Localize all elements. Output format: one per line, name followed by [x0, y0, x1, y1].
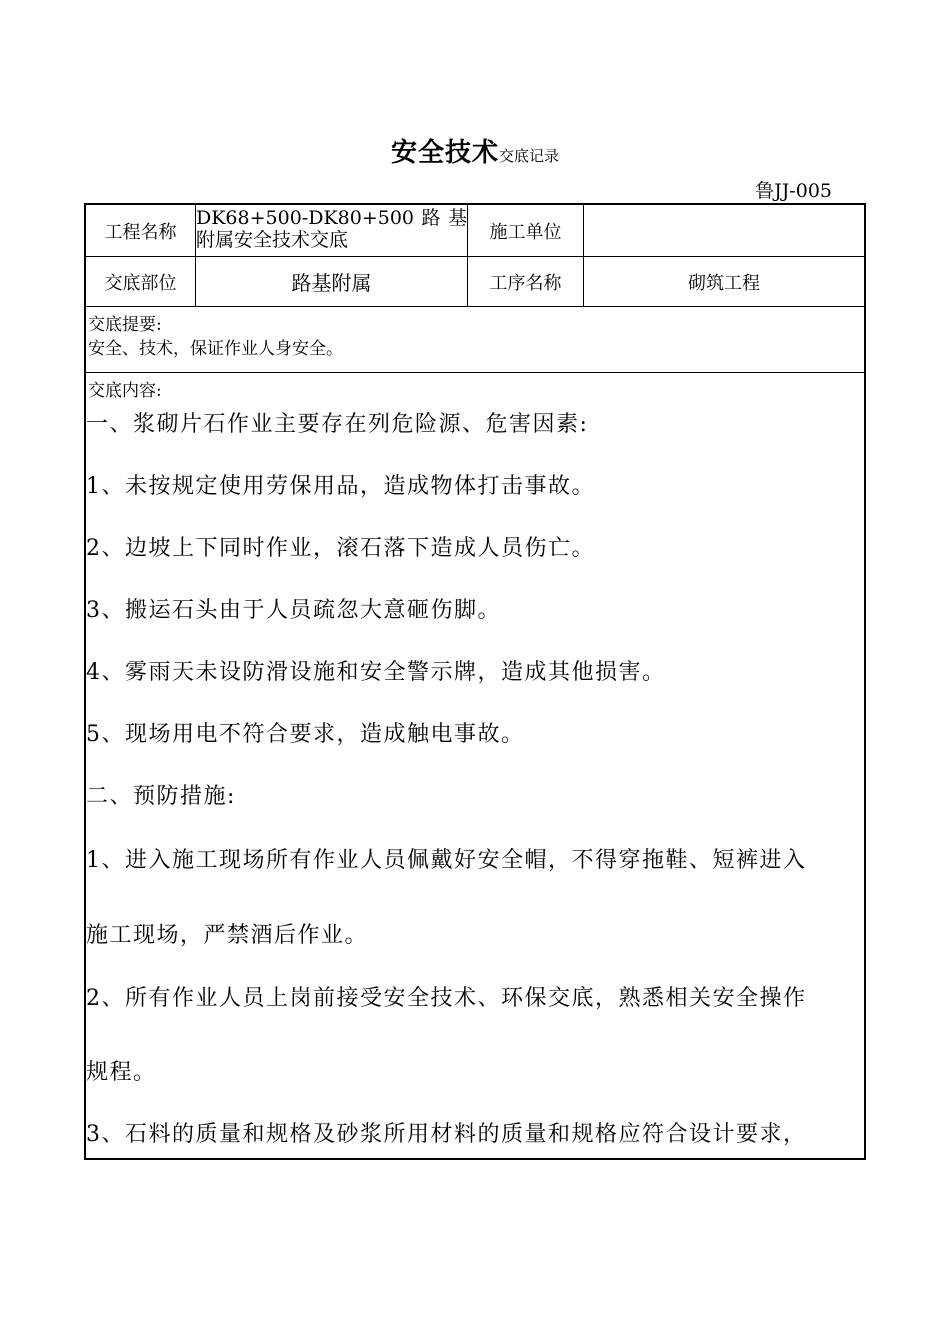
disclosure-table	[84, 203, 866, 1160]
content-line: 5、现场用电不符合要求，造成触电事故。	[86, 722, 525, 747]
form-code: 鲁JJ-005	[755, 180, 832, 202]
part-label: 交底部位	[104, 272, 177, 294]
row-divider	[86, 372, 864, 373]
process-value: 砌筑工程	[688, 272, 760, 294]
content-line: 二、预防措施:	[86, 784, 236, 809]
title-main: 安全技术	[390, 138, 499, 168]
column-divider	[467, 205, 468, 306]
document-title	[0, 132, 950, 169]
construction-unit-label: 施工单位	[489, 221, 562, 243]
construction-unit-value	[584, 205, 864, 256]
content-line: 1、未按规定使用劳保用品，造成物体打击事故。	[86, 474, 595, 499]
content-line: 2、边坡上下同时作业，滚石落下造成人员伤亡。	[86, 536, 595, 561]
content-line: 3、石料的质量和规格及砂浆所用材料的质量和规格应符合设计要求，	[86, 1122, 807, 1147]
content-line: 1、进入施工现场所有作业人员佩戴好安全帽，不得穿拖鞋、短裤进入	[86, 848, 807, 873]
title-sub: 交底记录	[499, 147, 560, 165]
row-divider	[86, 306, 864, 307]
content-line: 4、雾雨天未设防滑设施和安全警示牌，造成其他损害。	[86, 660, 666, 685]
project-name-label: 工程名称	[104, 221, 177, 243]
project-name-value: DK68+500-DK80+500路基附属安全技术交底	[196, 207, 467, 251]
summary-label: 交底提要:	[88, 315, 162, 335]
content-line: 3、搬运石头由于人员疏忽大意砸伤脚。	[86, 598, 501, 623]
row-divider	[86, 256, 864, 257]
content-line: 施工现场，严禁酒后作业。	[86, 923, 369, 948]
content-line: 2、所有作业人员上岗前接受安全技术、环保交底，熟悉相关安全操作	[86, 986, 807, 1011]
content-line: 一、浆砌片石作业主要存在列危险源、危害因素:	[86, 412, 589, 437]
content-label: 交底内容:	[88, 381, 162, 401]
content-line: 规程。	[86, 1060, 157, 1085]
column-divider	[583, 205, 584, 306]
part-value: 路基附属	[291, 271, 372, 295]
column-divider	[195, 205, 196, 306]
process-label: 工序名称	[489, 272, 562, 294]
summary-text: 安全、技术，保证作业人身安全。	[88, 339, 343, 359]
